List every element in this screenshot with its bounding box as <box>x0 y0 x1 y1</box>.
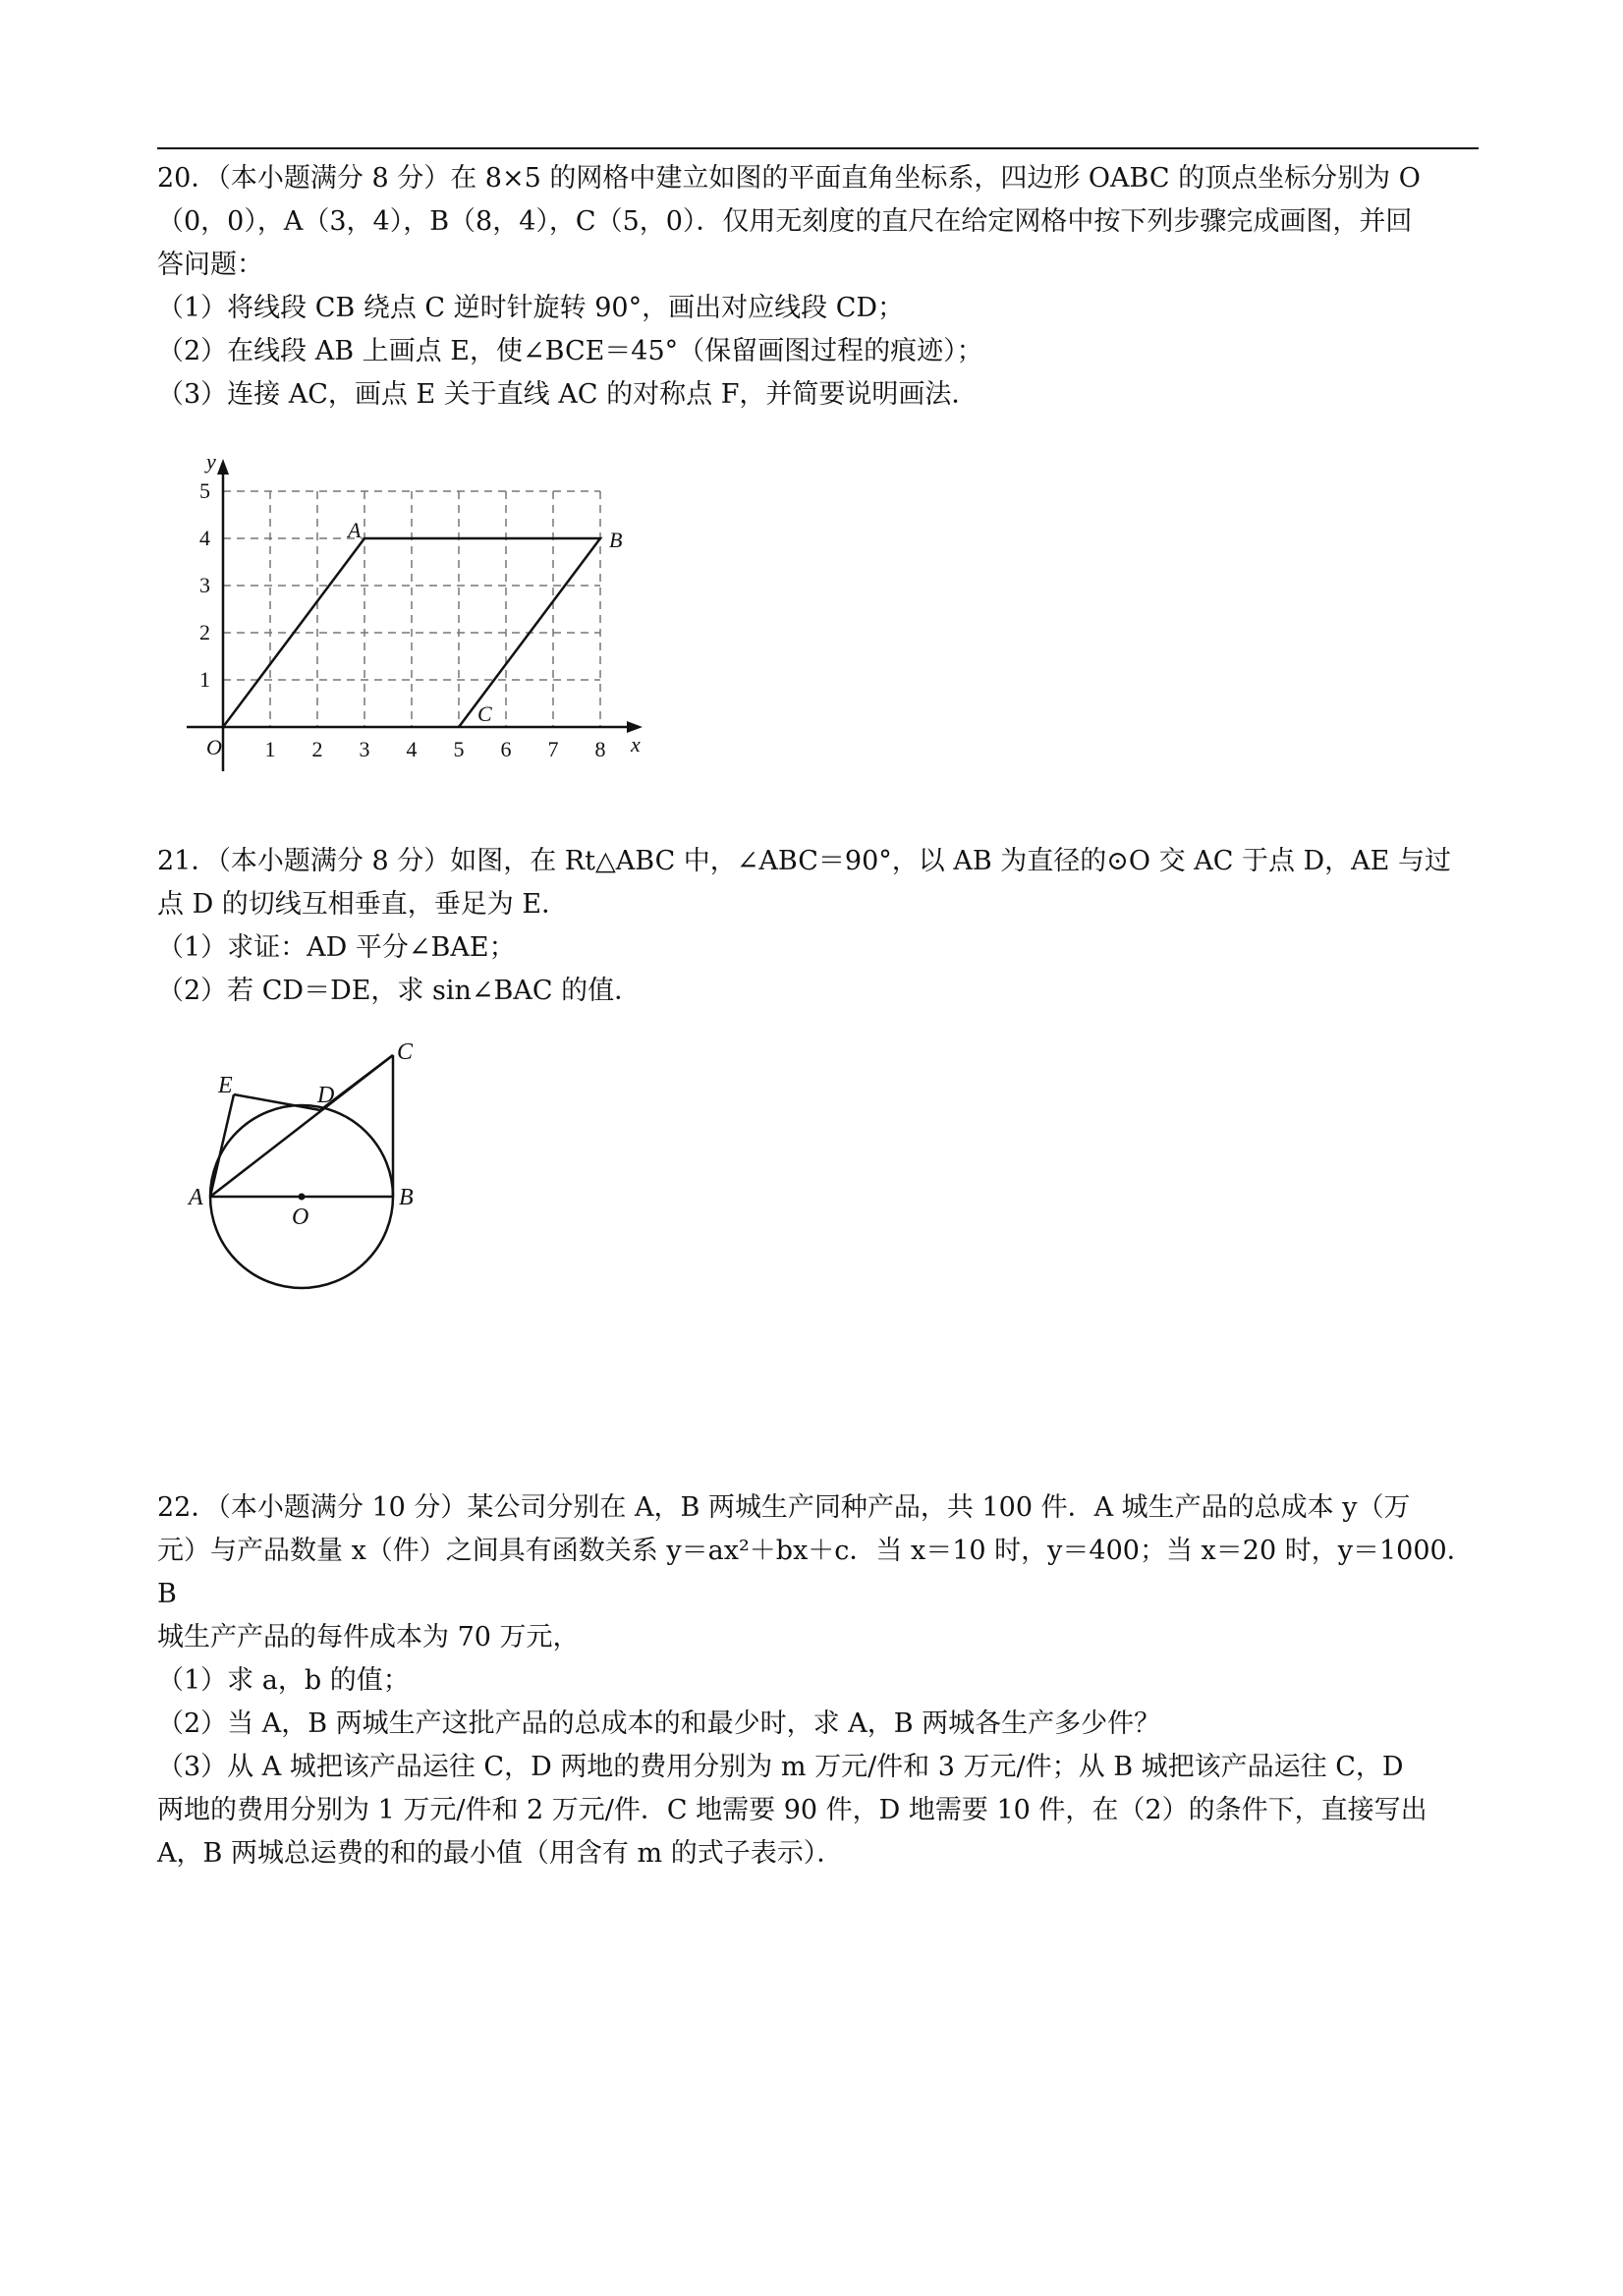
q21-line-3: （1）求证：AD 平分∠BAE； <box>157 932 516 963</box>
origin-label: O <box>206 735 222 759</box>
q21-circle-figure <box>177 1032 442 1307</box>
q22-line-7: 两地的费用分别为 1 万元/件和 2 万元/件．C 地需要 90 件，D 地需要 10 件，在（2）的条件下，直接写出 <box>157 1795 1427 1825</box>
point-a-label: A <box>348 518 362 542</box>
q22-line-2: 元）与产品数量 x（件）之间具有函数关系 y＝ax²＋bx＋c．当 x＝10 时，y＝400；当 x＝20 时，y＝1000．B <box>157 1536 1474 1609</box>
q22-line-6: （3）从 A 城把该产品运往 C，D 两地的费用分别为 m 万元/件和 3 万元/件；从 B 城把该产品运往 C，D <box>157 1752 1404 1782</box>
y-axis-label: y <box>206 449 216 474</box>
y-axis-arrow-icon <box>217 459 229 475</box>
point-c-label: C <box>477 701 492 726</box>
q22-line-3: 城生产产品的每件成本为 70 万元， <box>157 1622 580 1652</box>
q20-line-3: 答问题： <box>157 250 263 280</box>
label-e: E <box>218 1073 233 1098</box>
question-20 <box>157 157 1483 417</box>
q20-line-2: （0，0），A（3，4），B（8，4），C（5，0）．仅用无刻度的直尺在给定网格中按下列步骤完成画图，并回 <box>157 206 1413 237</box>
question-21 <box>157 840 1483 1013</box>
x-tick-1: 1 <box>264 737 276 761</box>
q22-line-1: 22．（本小题满分 10 分）某公司分别在 A，B 两城生产同种产品，共 100 件．A 城生产品的总成本 y（万 <box>157 1492 1411 1523</box>
y-tick-2: 2 <box>199 620 210 644</box>
question-22 <box>157 1486 1483 1876</box>
q21-line-2: 点 D 的切线互相垂直，垂足为 E． <box>157 889 569 920</box>
label-c: C <box>397 1039 414 1065</box>
q21-line-4: （2）若 CD＝DE，求 sin∠BAC 的值． <box>157 976 642 1006</box>
y-tick-4: 4 <box>199 526 210 550</box>
label-b: B <box>399 1185 414 1210</box>
q20-line-4: （1）将线段 CB 绕点 C 逆时针旋转 90°，画出对应线段 CD； <box>157 293 904 323</box>
label-o: O <box>292 1204 309 1230</box>
x-tick-7: 7 <box>547 737 559 761</box>
q22-line-5: （2）当 A，B 两城生产这批产品的总成本的和最少时，求 A，B 两城各生产多少件？ <box>157 1708 1161 1739</box>
q20-grid-lines <box>223 491 600 727</box>
x-axis-label: x <box>631 732 641 756</box>
label-d: D <box>317 1083 335 1108</box>
q20-line-5: （2）在线段 AB 上画点 E，使∠BCE＝45°（保留画图过程的痕迹）； <box>157 336 983 366</box>
x-tick-4: 4 <box>406 737 418 761</box>
q20-line-6: （3）连接 AC，画点 E 关于直线 AC 的对称点 F，并简要说明画法． <box>157 379 979 410</box>
q22-line-4: （1）求 a，b 的值； <box>157 1665 410 1696</box>
top-rule <box>157 147 1479 149</box>
center-o-dot <box>299 1194 306 1201</box>
y-tick-5: 5 <box>199 478 210 503</box>
q21-line-1: 21．（本小题满分 8 分）如图，在 Rt△ABC 中，∠ABC＝90°，以 AB 为直径的⊙O 交 AC 于点 D，AE 与过 <box>157 846 1451 876</box>
q20-line-1: 20．（本小题满分 8 分）在 8×5 的网格中建立如图的平面直角坐标系，四边形 OABC 的顶点坐标分别为 O <box>157 163 1421 194</box>
x-tick-2: 2 <box>311 737 323 761</box>
q20-grid-figure <box>167 447 658 781</box>
point-b-label: B <box>609 528 623 552</box>
x-tick-6: 6 <box>500 737 512 761</box>
q22-line-8: A，B 两城总运费的和的最小值（用含有 m 的式子表示）． <box>157 1838 844 1869</box>
y-tick-1: 1 <box>199 667 210 692</box>
y-tick-3: 3 <box>199 573 210 597</box>
x-tick-5: 5 <box>453 737 465 761</box>
x-tick-8: 8 <box>594 737 606 761</box>
label-a: A <box>189 1185 203 1210</box>
x-tick-3: 3 <box>359 737 370 761</box>
